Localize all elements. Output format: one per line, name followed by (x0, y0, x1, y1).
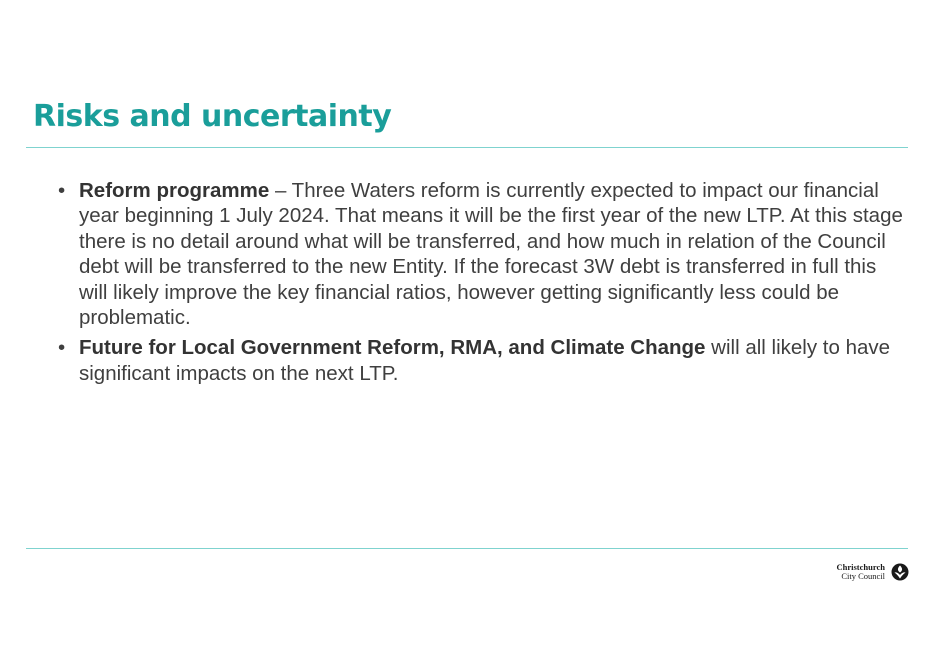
footer-divider (26, 548, 908, 549)
bullet-list (58, 178, 908, 391)
bullet-item-reform-programme (58, 178, 908, 330)
bullet-lead: Future for Local Government Reform, RMA, and Climate Change (79, 336, 706, 360)
title-divider (26, 147, 908, 148)
council-logo (831, 563, 909, 583)
logo-line-1: Christchurch (836, 562, 885, 572)
logo-wordmark (837, 563, 886, 581)
bullet-text: will all likely to have significant impacts on the next LTP. (79, 336, 891, 385)
bullet-item-future-reform (58, 335, 908, 386)
bullet-lead: Reform programme (79, 179, 270, 202)
bullet-dot-icon: • (58, 336, 66, 360)
christchurch-city-council-emblem-icon (891, 563, 909, 581)
slide-title: Risks and uncertainty (33, 99, 392, 134)
bullet-text: – Three Waters reform is currently expected to impact our financial year beginning 1 July 2024. That means it will be the first year of the new LTP. At this stage there is no detail around what will be transferred, and how much in relation of the Council debt will be transferred to the new Entity. If the forecast 3W debt is transferred in full this will likely improve the key financial ratios, however getting significantly less could be problematic. (79, 179, 903, 330)
logo-line-2: City Council (841, 571, 885, 581)
bullet-dot-icon: • (58, 179, 66, 202)
